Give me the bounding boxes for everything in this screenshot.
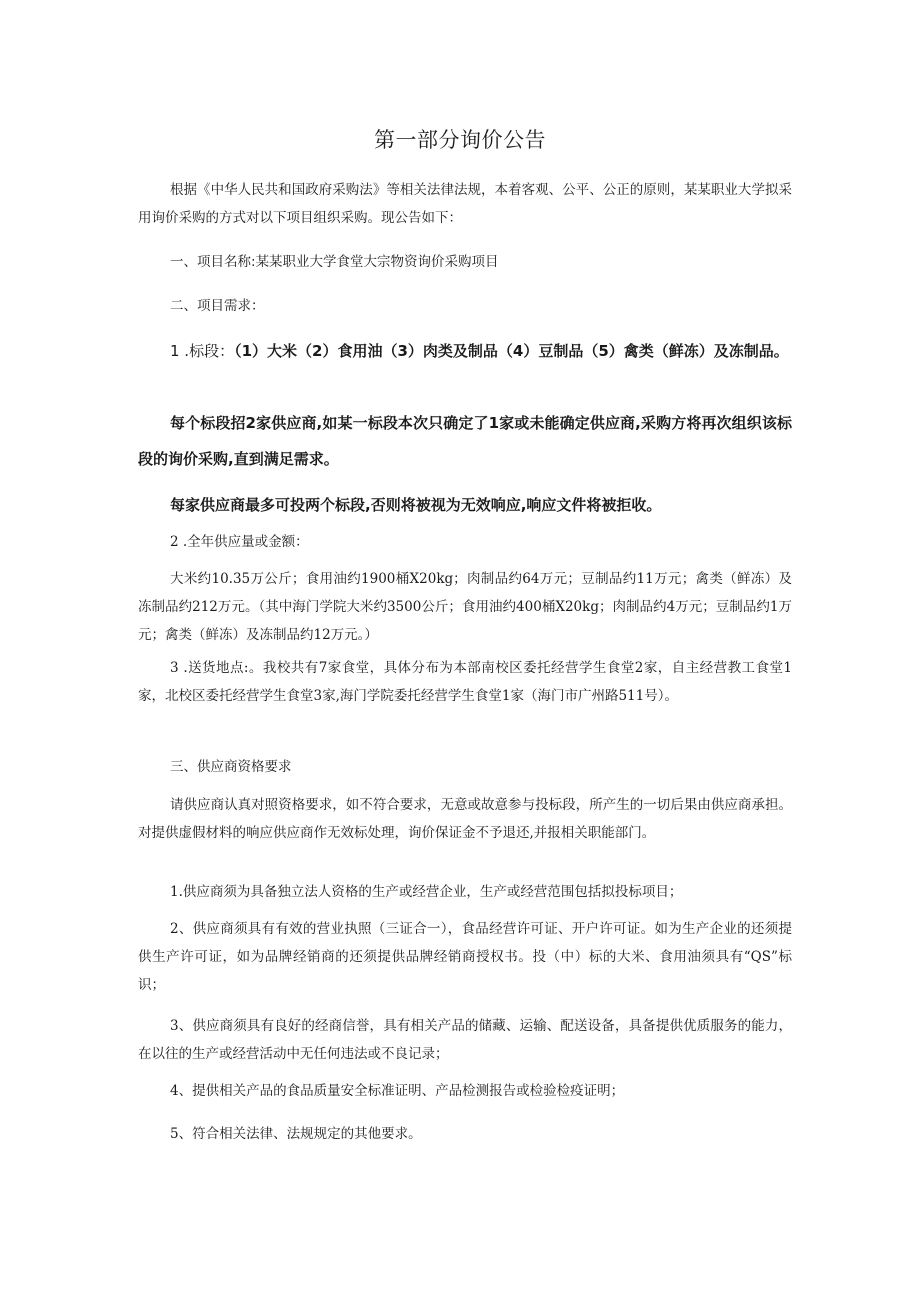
annual-supply-heading: 2 .全年供应量或金额： [170,534,309,550]
requirement-item-4: 4、提供相关产品的食品质量安全标准证明、产品检测报告或检验检疫证明； [170,1083,625,1099]
page-title: 第一部分询价公告 [374,128,546,152]
delivery-location: 3 .送货地点:。我校共有7家食堂，具体分布为本部南校区委托经营学生食堂2家，自主经营教工食堂1家，北校区委托经营学生食堂3家,海门学院委托经营学生食堂1家（海门市广州路511号）。 [138,660,792,704]
requirement-item-5: 5、符合相关法律、法规规定的其他要求。 [170,1126,422,1142]
lot-list-label: 1 .标段： [170,342,235,360]
lot-bid-limit-rule: 每家供应商最多可投两个标段,否则将被视为无效响应,响应文件将被拒收。 [170,496,662,514]
lot-list-value: （1）大米（2）食用油（3）肉类及制品（4）豆制品（5）禽类（鲜冻）及冻制品。 [234,342,789,360]
annual-supply-details: 大米约10.35万公斤；食用油约1900桶X20kg；肉制品约64万元；豆制品约11万元；禽类（鲜冻）及冻制品约212万元。（其中海门学院大米约3500公斤；食用油约400桶X20kg；肉制品约4万元；豆制品约1万元；禽类（鲜冻）及冻制品约12万元。） [138,571,792,643]
lot-list [138,333,792,369]
intro-paragraph: 根据《中华人民共和国政府采购法》等相关法律法规，本着客观、公平、公正的原则，某某职业大学拟采用询价采购的方式对以下项目组织采购。现公告如下： [138,182,792,226]
section-project-name [138,248,792,276]
section-project-name-label: 一、项目名称: [170,254,256,270]
requirement-item-3: 3、供应商须具有良好的经商信誉，具有相关产品的储藏、运输、配送设备，具备提供优质服务的能力，在以往的生产或经营活动中无任何违法或不良记录； [138,1018,792,1062]
section-project-name-value: 某某职业大学食堂大宗物资询价采购项目 [255,254,499,270]
requirement-item-1: 1.供应商须为具备独立法人资格的生产或经营企业，生产或经营范围包括拟投标项目； [170,884,683,900]
section-requirements-heading: 二、项目需求： [170,298,265,314]
section-qualification-heading: 三、供应商资格要求 [170,759,292,775]
lot-supplier-rule: 每个标段招2家供应商,如某一标段本次只确定了1家或未能确定供应商,采购方将再次组织该标段的询价采购,直到满足需求。 [138,414,792,468]
requirement-item-2: 2、供应商须具有有效的营业执照（三证合一），食品经营许可证、开户许可证。如为生产企业的还须提供生产许可证，如为品牌经销商的还须提供品牌经销商授权书。投（中）标的大米、食用油须具有“QS”标识； [138,921,792,993]
qualification-intro: 请供应商认真对照资格要求，如不符合要求，无意或故意参与投标段，所产生的一切后果由供应商承担。对提供虚假材料的响应供应商作无效标处理，询价保证金不予退还,并报相关职能部门。 [138,797,792,841]
